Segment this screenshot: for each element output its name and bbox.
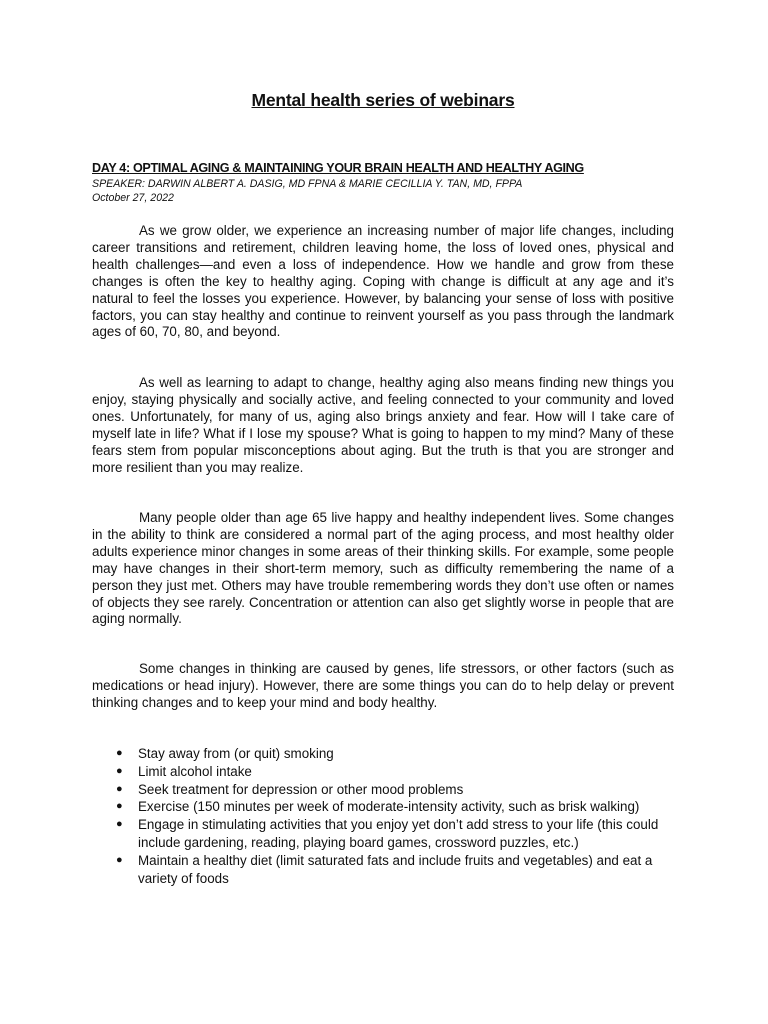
list-item-text: Seek treatment for depression or other mood problems [138, 781, 464, 797]
document-title: Mental health series of webinars [251, 90, 515, 110]
day-heading: DAY 4: OPTIMAL AGING & MAINTAINING YOUR BRAIN HEALTH AND HEALTHY AGING [92, 161, 584, 175]
bullet-icon: ● [116, 747, 123, 759]
paragraph-4: Some changes in thinking are caused by genes, life stressors, or other factors (such as medications or head injury). However, there are some things you can do to help delay or prevent thinking changes and to keep your mind and body healthy. [92, 661, 674, 710]
bullet-icon: ● [116, 800, 123, 813]
list-item [92, 745, 674, 763]
list-item-text: Maintain a healthy diet (limit saturated fats and include fruits and vegetables) and eat a variety of foods [138, 852, 653, 886]
bullet-icon: ● [116, 818, 123, 831]
paragraph-3: Many people older than age 65 live happy and healthy independent lives. Some changes in the ability to think are considered a normal part of the aging process, and most healthy older adults experience minor changes in some areas of their thinking skills. For example, some people may have changes in their short-term memory, such as difficulty remembering the name of a person they just met. Others may have trouble remembering words they don’t use often or names of objects they see rarely. Concentration or attention can also get slightly worse in people that are aging normally. [92, 510, 674, 627]
speaker-line: SPEAKER: DARWIN ALBERT A. DASIG, MD FPNA & MARIE CECILLIA Y. TAN, MD, FPPA [92, 178, 523, 190]
bullet-icon: ● [116, 853, 123, 866]
bullet-icon: ● [116, 782, 123, 795]
list-item [92, 781, 674, 799]
list-item [92, 852, 674, 888]
list-item [92, 763, 674, 781]
bullet-icon: ● [116, 764, 123, 777]
list-item-text: Exercise (150 minutes per week of moderate-intensity activity, such as brisk walking) [138, 799, 640, 815]
list-item [92, 798, 674, 816]
list-item-text: Stay away from (or quit) smoking [138, 746, 334, 761]
list-item [92, 816, 674, 852]
tips-list [92, 745, 674, 887]
list-item-text: Limit alcohol intake [138, 763, 252, 779]
paragraph-1: As we grow older, we experience an increasing number of major life changes, including career transitions and retirement, children leaving home, the loss of loved ones, physical and health challenges—and even a loss of independence. How we handle and grow from these changes is often the key to healthy aging. Coping with change is difficult at any age and it’s natural to feel the losses you experience. However, by balancing your sense of loss with positive factors, you can stay healthy and continue to reinvent yourself as you pass through the landmark ages of 60, 70, 80, and beyond. [92, 223, 674, 340]
list-item-text: Engage in stimulating activities that you enjoy yet don’t add stress to your life (this could include gardening, reading, playing board games, crossword puzzles, etc.) [138, 817, 659, 850]
date-line: October 27, 2022 [92, 192, 174, 204]
paragraph-2: As well as learning to adapt to change, healthy aging also means finding new things you enjoy, staying physically and socially active, and feeling connected to your community and loved ones. Unfortunately, for many of us, aging also brings anxiety and fear. How will I take care of myself late in life? What if I lose my spouse? What is going to happen to my mind? Many of these fears stem from popular misconceptions about aging. But the truth is that you are stronger and more resilient than you may realize. [92, 375, 674, 475]
